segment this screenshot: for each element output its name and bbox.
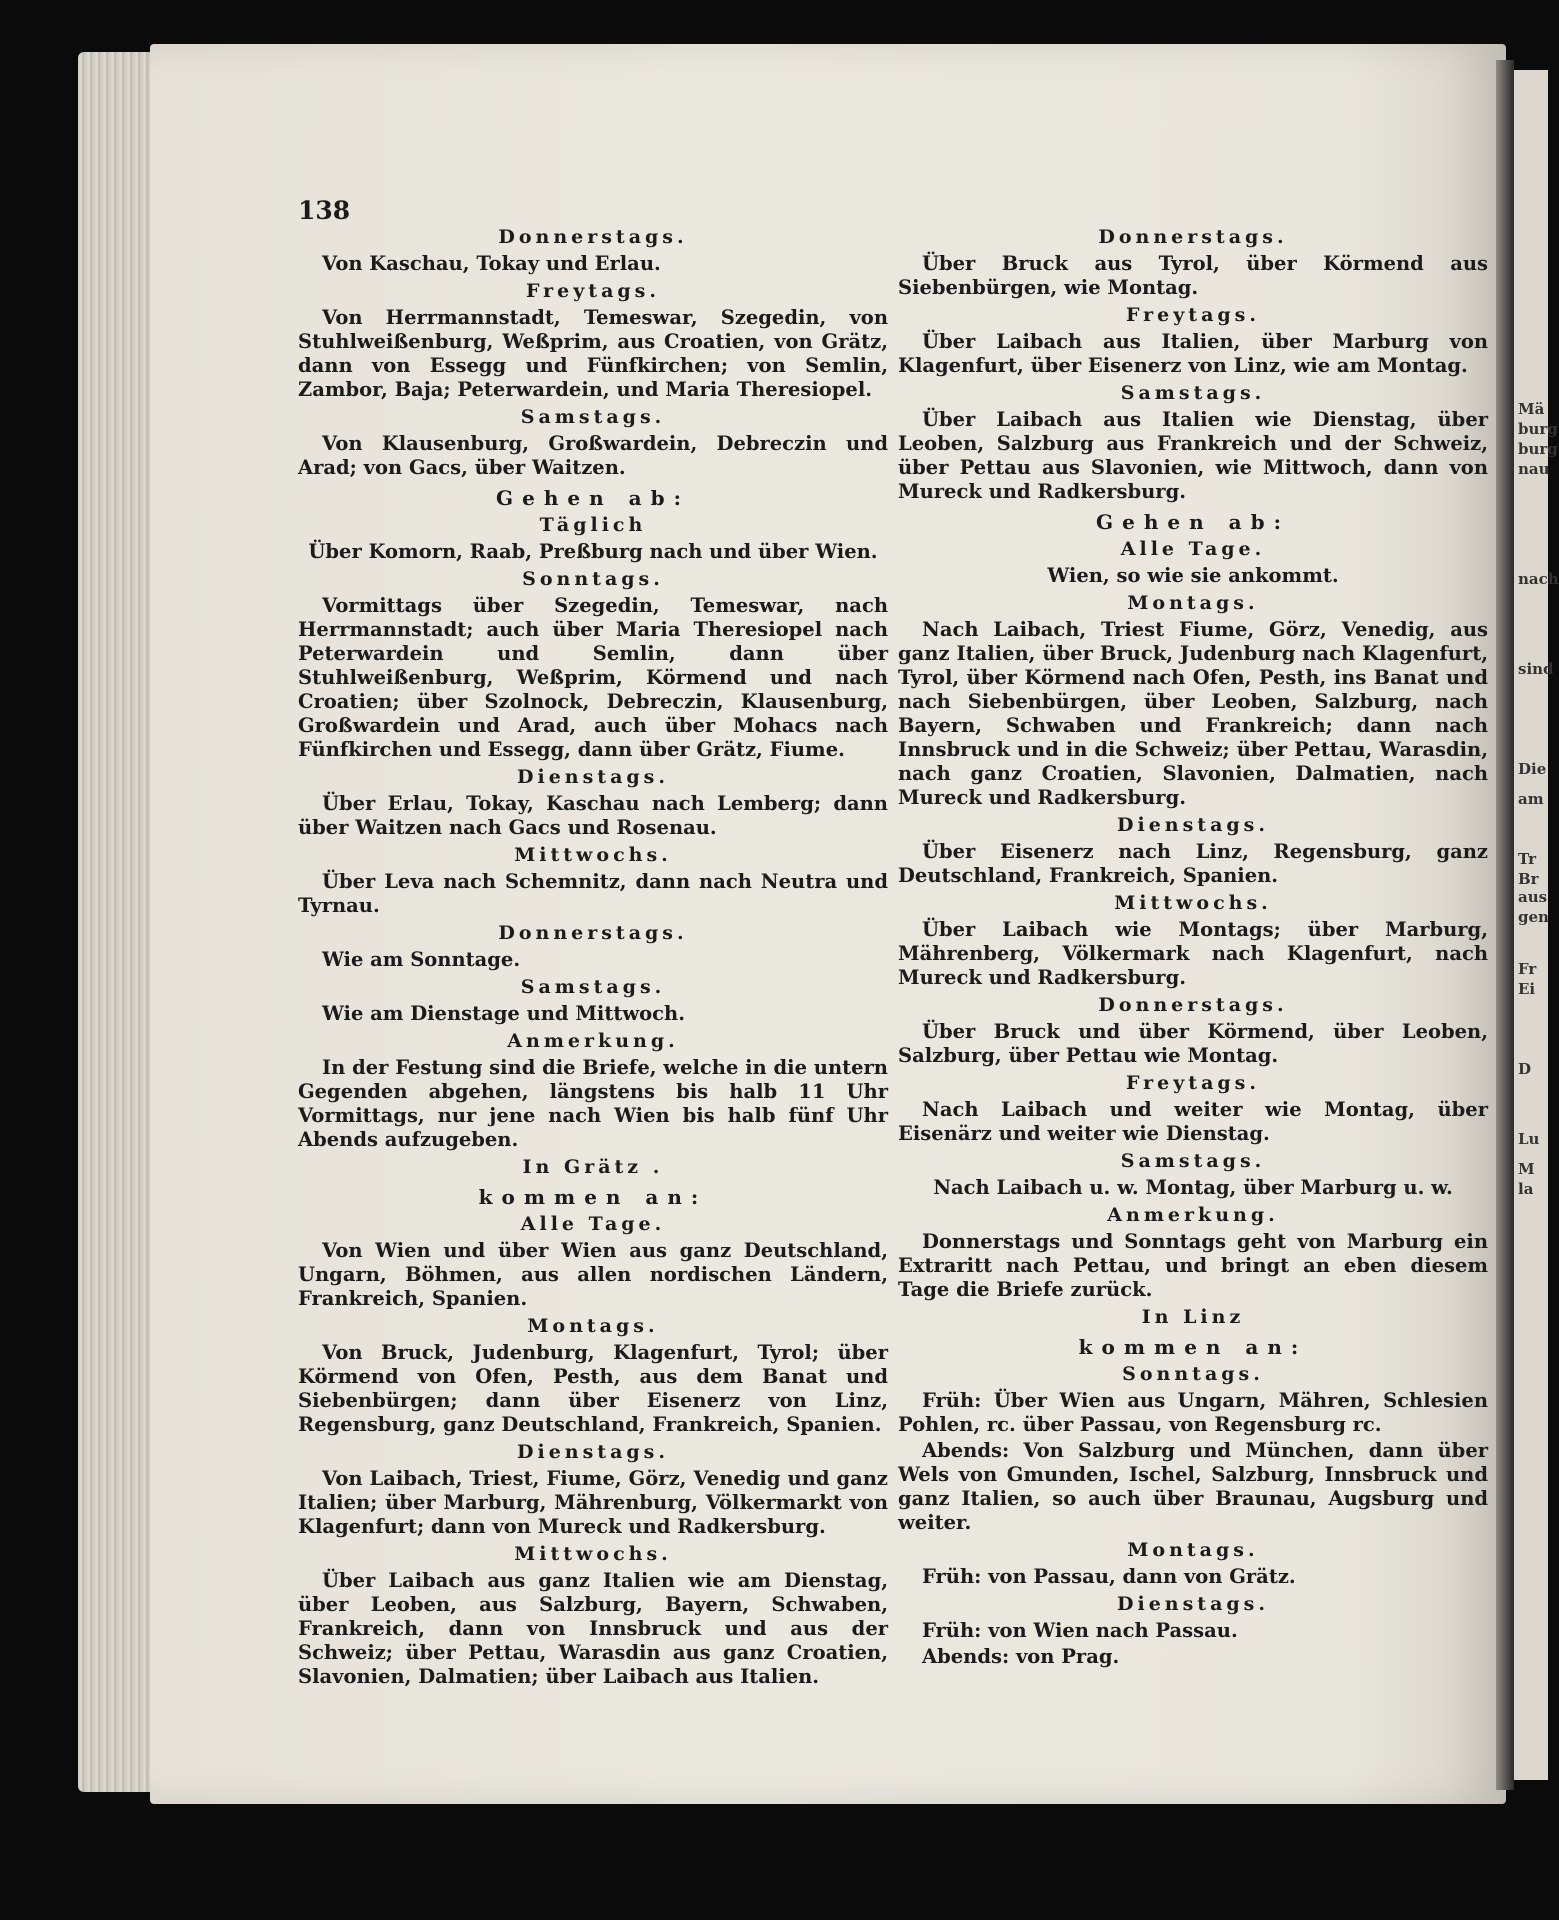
paragraph: Von Kaschau, Tokay und Erlau. — [322, 252, 661, 275]
section-heading: Samstags. — [520, 406, 666, 428]
section-heading: Donnerstags. — [1098, 226, 1288, 248]
section-title: kommen an: — [1078, 1335, 1308, 1359]
section-heading: Montags. — [1127, 1539, 1259, 1561]
left-text-column — [298, 222, 888, 1691]
section-heading: Dienstags. — [517, 766, 669, 788]
section-heading: Donnerstags. — [1098, 994, 1288, 1016]
paragraph: Wie am Sonntage. — [322, 948, 521, 971]
paragraph: Über Bruck und über Körmend, über Leoben, Salzburg, über Pettau wie Montag. — [898, 1020, 1488, 1067]
paragraph: Von Klausenburg, Großwardein, Debreczin und Arad; von Gacs, über Waitzen. — [298, 432, 888, 479]
next-page-edge — [1514, 70, 1559, 1780]
section-heading: Sonntags. — [522, 568, 664, 590]
paragraph: Von Wien und über Wien aus ganz Deutschland, Ungarn, Böhmen, aus allen nordischen Ländern, Frankreich, Spanien. — [298, 1239, 888, 1310]
right-text-column — [898, 222, 1488, 1671]
paragraph: Von Laibach, Triest, Fiume, Görz, Venedig und ganz Italien; über Marburg, Mährenburg, Völkermarkt von Klagenfurt; dann von Mureck und Radkersburg. — [298, 1467, 888, 1538]
paragraph: Über Komorn, Raab, Preßburg nach und über Wien. — [308, 540, 878, 563]
paragraph: Früh: von Passau, dann von Grätz. — [922, 1565, 1296, 1588]
section-heading: Täglich — [539, 514, 647, 536]
next-page-fragment: Br — [1518, 870, 1539, 888]
paragraph: Wie am Dienstage und Mittwoch. — [322, 1002, 685, 1025]
paragraph: Nach Laibach, Triest Fiume, Görz, Venedig, aus ganz Italien, über Bruck, Judenburg nach Klagenfurt, Tyrol, über Körmend nach Ofen, Pesth, ins Banat und nach Siebenbürgen, über Leoben, Salzburg, nach Bayern, Schwaben und Frankreich; dann nach Innsbruck und in die Schweiz; über Pettau, Warasdin, nach ganz Croatien, Slavonien, Dalmatien, nach Mureck und Radkersburg. — [898, 618, 1488, 809]
paragraph: Wien, so wie sie ankommt. — [1047, 564, 1339, 587]
paragraph: Über Laibach aus Italien, über Marburg von Klagenfurt, über Eisenerz von Linz, wie am Montag. — [898, 330, 1488, 377]
next-page-fragment: Die — [1518, 760, 1547, 778]
next-page-fragment: nach — [1518, 570, 1559, 588]
section-heading: Montags. — [1127, 592, 1259, 614]
next-page-fragment: M — [1518, 1160, 1535, 1178]
next-page-fragment: la — [1518, 1180, 1534, 1198]
section-heading: Freytags. — [526, 280, 660, 302]
paragraph: Über Leva nach Schemnitz, dann nach Neutra und Tyrnau. — [298, 870, 888, 917]
next-page-fragment: Lu — [1518, 1130, 1540, 1148]
paragraph: Donnerstags und Sonntags geht von Marburg ein Extraritt nach Pettau, und bringt an eben diesem Tage die Briefe zurück. — [898, 1230, 1488, 1301]
section-heading: Samstags. — [1120, 382, 1266, 404]
section-heading: Anmerkung. — [507, 1030, 679, 1052]
section-heading: Alle Tage. — [1120, 538, 1266, 560]
section-heading: Freytags. — [1126, 1072, 1260, 1094]
paragraph: Früh: von Wien nach Passau. — [922, 1619, 1238, 1642]
section-heading: Montags. — [527, 1315, 659, 1337]
paragraph: Über Laibach aus Italien wie Dienstag, über Leoben, Salzburg aus Frankreich und der Schweiz, über Pettau aus Slavonien, wie Mittwoch, dann von Mureck und Radkersburg. — [898, 408, 1488, 503]
section-title: Gehen ab: — [496, 486, 690, 510]
section-heading: Mittwochs. — [514, 844, 672, 866]
next-page-fragment: aus — [1518, 888, 1548, 906]
paragraph: Über Laibach wie Montags; über Marburg, Mährenberg, Völkermark nach Klagenfurt, nach Mureck und Radkersburg. — [898, 918, 1488, 989]
section-heading: Dienstags. — [1117, 814, 1269, 836]
paragraph: Abends: Von Salzburg und München, dann über Wels von Gmunden, Ischel, Salzburg, Innsbruck und ganz Italien, so auch über Braunau, Augsburg und weiter. — [898, 1439, 1488, 1534]
section-heading: In Grätz . — [522, 1156, 664, 1178]
section-heading: Freytags. — [1126, 304, 1260, 326]
paragraph: Über Eisenerz nach Linz, Regensburg, ganz Deutschland, Frankreich, Spanien. — [898, 840, 1488, 887]
section-heading: Dienstags. — [517, 1441, 669, 1463]
section-heading: Samstags. — [1120, 1150, 1266, 1172]
next-page-fragment: gen — [1518, 908, 1549, 926]
next-page-fragment: Mä — [1518, 400, 1545, 418]
paragraph: In der Festung sind die Briefe, welche in die untern Gegenden abgehen, längstens bis halb 11 Uhr Vormittags, nur jene nach Wien bis halb fünf Uhr Abends aufzugeben. — [298, 1056, 888, 1151]
section-heading: Donnerstags. — [498, 226, 688, 248]
section-title: kommen an: — [478, 1185, 708, 1209]
next-page-fragment: Fr — [1518, 960, 1537, 978]
next-page-fragment: burg — [1518, 440, 1558, 458]
next-page-fragment: burg — [1518, 420, 1558, 438]
paragraph: Vormittags über Szegedin, Temeswar, nach Herrmannstadt; auch über Maria Theresiopel nach Peterwardein und Semlin, dann über Stuhlweißenburg, Weßprim, Körmend und nach Croatien; über Szolnock, Debreczin, Klausenburg, Großwardein und Arad, auch über Mohacs nach Fünfkirchen und Essegg, dann über Grätz, Fiume. — [298, 594, 888, 761]
paragraph: Abends: von Prag. — [922, 1645, 1120, 1668]
paragraph: Von Herrmannstadt, Temeswar, Szegedin, von Stuhlweißenburg, Weßprim, aus Croatien, von Grätz, dann von Essegg und Fünfkirchen; von Semlin, Zambor, Baja; Peterwardein, und Maria Theresiopel. — [298, 306, 888, 401]
next-page-fragment: Ei — [1518, 980, 1536, 998]
section-heading: Anmerkung. — [1107, 1204, 1279, 1226]
book-gutter — [1496, 60, 1514, 1790]
section-heading: Dienstags. — [1117, 1593, 1269, 1615]
section-heading: Mittwochs. — [1114, 892, 1272, 914]
next-page-fragment: Tr — [1518, 850, 1536, 868]
paragraph: Über Laibach aus ganz Italien wie am Dienstag, über Leoben, aus Salzburg, Bayern, Schwaben, Frankreich, dann von Innsbruck und aus der Schweiz; über Pettau, Warasdin aus ganz Croatien, Slavonien, Dalmatien; über Laibach aus Italien. — [298, 1569, 888, 1688]
next-page-fragment: am — [1518, 790, 1544, 808]
section-heading: Donnerstags. — [498, 922, 688, 944]
paragraph: Von Bruck, Judenburg, Klagenfurt, Tyrol; über Körmend von Ofen, Pesth, aus dem Banat und Siebenbürgen; dann über Eisenerz von Linz, Regensburg, ganz Deutschland, Frankreich, Spanien. — [298, 1341, 888, 1436]
page-number: 138 — [298, 196, 351, 225]
section-title: Gehen ab: — [1096, 510, 1290, 534]
paragraph: Über Bruck aus Tyrol, über Körmend aus Siebenbürgen, wie Montag. — [898, 252, 1488, 299]
section-heading: Samstags. — [520, 976, 666, 998]
next-page-fragment: sind — [1518, 660, 1554, 678]
next-page-fragment: D — [1518, 1060, 1532, 1078]
paragraph: Früh: Über Wien aus Ungarn, Mähren, Schlesien Pohlen, rc. über Passau, von Regensburg rc. — [898, 1389, 1488, 1436]
section-heading: Sonntags. — [1122, 1363, 1264, 1385]
section-heading: Alle Tage. — [520, 1213, 666, 1235]
next-page-fragment: nau — [1518, 460, 1550, 478]
section-heading: In Linz — [1141, 1306, 1245, 1328]
paragraph: Nach Laibach und weiter wie Montag, über Eisenärz und weiter wie Dienstag. — [898, 1098, 1488, 1145]
paragraph: Nach Laibach u. w. Montag, über Marburg u. w. — [933, 1176, 1453, 1199]
paragraph: Über Erlau, Tokay, Kaschau nach Lemberg; dann über Waitzen nach Gacs und Rosenau. — [298, 792, 888, 839]
section-heading: Mittwochs. — [514, 1543, 672, 1565]
